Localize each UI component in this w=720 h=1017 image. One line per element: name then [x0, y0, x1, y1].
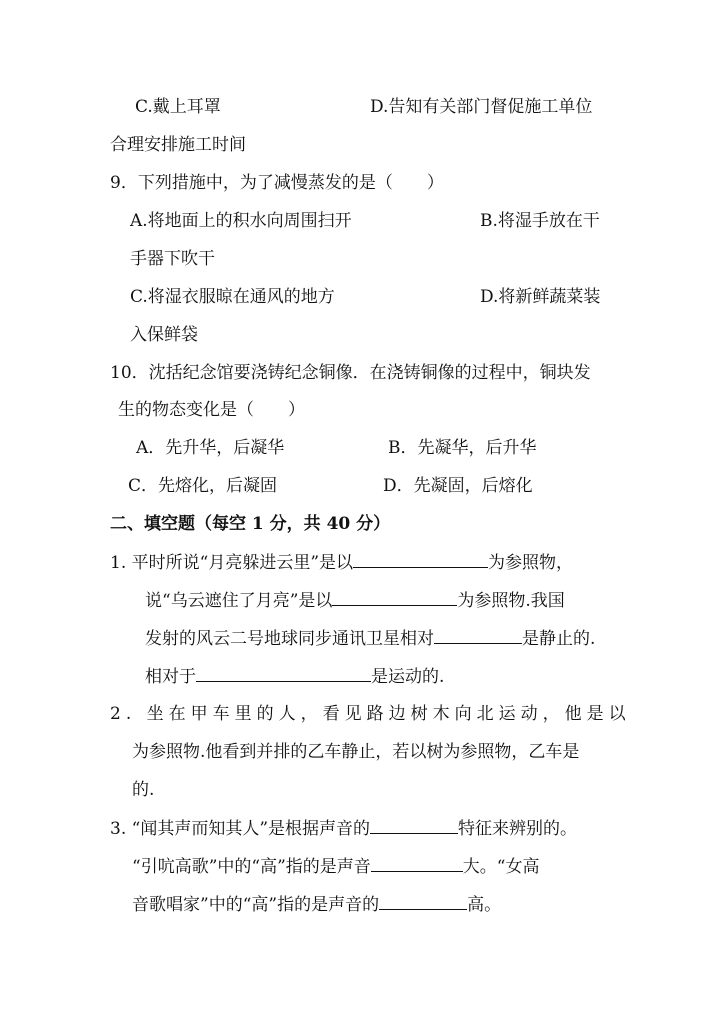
q10-option-d: D．先凝固，后熔化: [383, 476, 533, 496]
q9-option-b: B.将湿手放在干: [480, 211, 600, 231]
q10-option-a: A．先升华，后凝华: [136, 438, 285, 458]
fill-1-text: 发射的风云二号地球同步通讯卫星相对: [145, 629, 434, 649]
answer-blank: [353, 551, 488, 568]
fill-3-text: 高。: [467, 895, 502, 915]
q9-option-c: C.将湿衣服晾在通风的地方: [130, 287, 335, 307]
fill-3-line-3: [132, 893, 501, 916]
answer-blank: [196, 665, 371, 682]
answer-blank: [379, 893, 467, 910]
q9-stem: 9．下列措施中，为了减慢蒸发的是（ ）: [110, 173, 444, 193]
fill-1-line-3: [145, 627, 595, 650]
fill-1-line-4: [145, 665, 444, 688]
fill-1-text: 是运动的.: [371, 667, 445, 687]
q9-option-b-cont: 手器下吹干: [130, 249, 215, 269]
q8-option-d-cont: 合理安排施工时间: [110, 135, 246, 155]
fill-3-line-2: [132, 855, 539, 878]
q8-option-c: C.戴上耳罩: [135, 97, 221, 117]
answer-blank: [370, 817, 458, 834]
fill-1-text: 1. 平时所说“月亮躲进云里”是以: [110, 553, 354, 573]
section-heading: 二、填空题（每空 1 分，共 40 分）: [110, 514, 391, 534]
fill-1-text: 为参照物.我国: [457, 591, 565, 611]
q9-option-d-cont: 入保鲜袋: [130, 325, 198, 345]
answer-blank: [434, 627, 522, 644]
fill-1-line-1: [110, 551, 573, 574]
fill-1-text: 相对于: [145, 667, 196, 687]
fill-3-text: 特征来辨别的。: [458, 819, 578, 839]
fill-2-line-3: 的.: [132, 780, 155, 800]
fill-1-text: 为参照物，: [488, 553, 574, 573]
q8-option-d: D.告知有关部门督促施工单位: [370, 97, 593, 117]
fill-3-line-1: [110, 817, 577, 840]
answer-blank: [371, 855, 463, 872]
fill-1-text: 说“乌云遮住了月亮”是以: [145, 591, 333, 611]
q10-option-c: C．先熔化，后凝固: [128, 476, 278, 496]
fill-3-text: 大。“女高: [462, 857, 540, 877]
q10-option-b: B．先凝华，后升华: [388, 438, 537, 458]
q10-stem: 10．沈括纪念馆要浇铸纪念铜像．在浇铸铜像的过程中，铜块发: [110, 363, 591, 383]
fill-3-text: 音歌唱家”中的“高”指的是声音的: [132, 895, 380, 915]
answer-blank: [332, 589, 457, 606]
fill-2-line-1: 2. 坐在甲车里的人，看见路边树木向北运动，他是以: [110, 704, 631, 724]
q10-stem-cont: 生的物态变化是（ ）: [118, 400, 305, 420]
q9-option-d: D.将新鲜蔬菜装: [480, 287, 601, 307]
fill-3-text: 3. “闻其声而知其人”是根据声音的: [110, 819, 371, 839]
q9-option-a: A.将地面上的积水向周围扫开: [130, 211, 352, 231]
fill-1-line-2: [145, 589, 565, 612]
fill-2-line-2: 为参照物.他看到并排的乙车静止，若以树为参照物，乙车是: [132, 742, 580, 762]
fill-3-text: “引吭高歌”中的“高”指的是声音: [132, 857, 371, 877]
fill-1-text: 是静止的.: [522, 629, 596, 649]
